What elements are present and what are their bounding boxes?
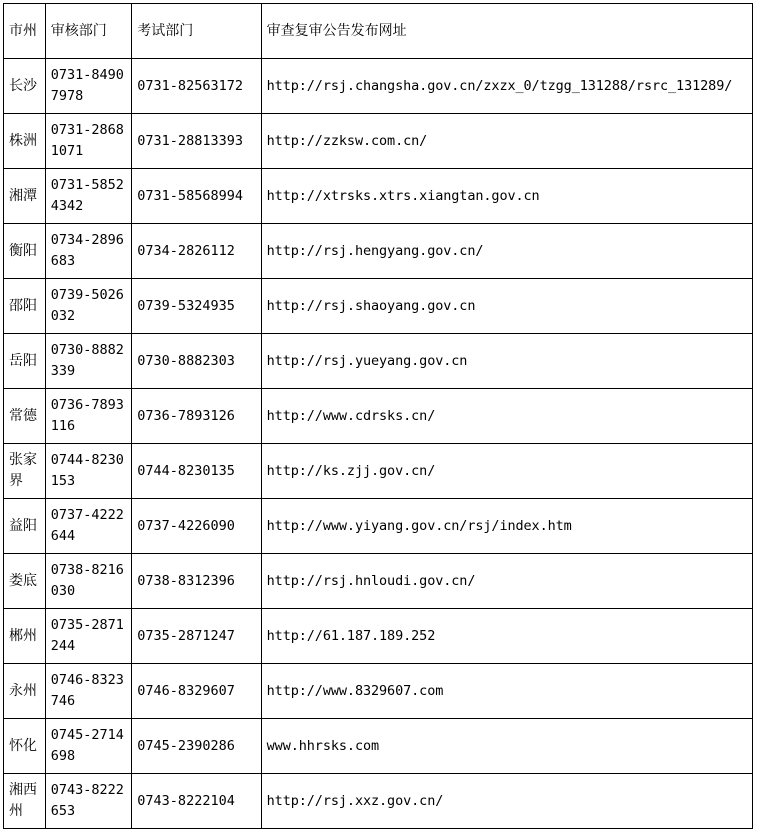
review-phone-cell: [45, 114, 132, 169]
header-url: [261, 4, 752, 59]
table-row: [4, 224, 753, 279]
table-row: [4, 499, 753, 554]
header-url-label: 审查复审公告发布网址: [266, 22, 407, 39]
url-cell[interactable]: [261, 499, 752, 554]
url-cell[interactable]: [261, 444, 752, 499]
review-phone: 0736-7893116: [50, 397, 124, 434]
review-phone: 0731-84907978: [50, 67, 124, 104]
announcement-url[interactable]: www.hhrsks.com: [266, 737, 380, 754]
header-review-dept-label: 审核部门: [50, 22, 107, 39]
exam-phone-cell: [132, 554, 261, 609]
header-exam-dept-label: 考试部门: [137, 22, 194, 39]
announcement-url[interactable]: http://rsj.xxz.gov.cn/: [266, 792, 444, 809]
city-name: 娄底: [9, 572, 37, 589]
review-phone-cell: [45, 334, 132, 389]
city-cell: [4, 389, 46, 444]
city-name: 株洲: [9, 132, 37, 149]
url-cell[interactable]: [261, 389, 752, 444]
table-row: [4, 444, 753, 499]
url-cell[interactable]: [261, 334, 752, 389]
header-review-dept: [45, 4, 132, 59]
exam-phone: 0731-82563172: [137, 77, 243, 94]
review-phone-cell: [45, 719, 132, 774]
url-cell[interactable]: [261, 554, 752, 609]
exam-phone-cell: [132, 444, 261, 499]
header-city-label: 市州: [9, 22, 37, 39]
review-phone: 0744-8230153: [50, 452, 124, 489]
review-phone-cell: [45, 444, 132, 499]
exam-phone: 0746-8329607: [137, 682, 235, 699]
header-exam-dept: [132, 4, 261, 59]
city-cell: [4, 59, 46, 114]
table-row: [4, 279, 753, 334]
announcement-url[interactable]: http://zzksw.com.cn/: [266, 132, 428, 149]
table-row: [4, 554, 753, 609]
announcement-url[interactable]: http://rsj.shaoyang.gov.cn: [266, 297, 476, 314]
review-phone: 0731-58524342: [50, 177, 124, 214]
review-phone: 0739-5026032: [50, 287, 124, 324]
city-cell: [4, 279, 46, 334]
review-phone: 0743-8222653: [50, 782, 124, 819]
review-phone-cell: [45, 59, 132, 114]
exam-phone: 0734-2826112: [137, 242, 235, 259]
exam-phone-cell: [132, 334, 261, 389]
exam-phone-cell: [132, 114, 261, 169]
exam-phone-cell: [132, 59, 261, 114]
exam-phone-cell: [132, 389, 261, 444]
review-phone-cell: [45, 279, 132, 334]
review-phone-cell: [45, 389, 132, 444]
city-cell: [4, 499, 46, 554]
table-row: [4, 114, 753, 169]
review-phone-cell: [45, 609, 132, 664]
city-cell: [4, 114, 46, 169]
review-phone: 0731-28681071: [50, 122, 124, 159]
exam-phone: 0739-5324935: [137, 297, 235, 314]
city-name: 郴州: [9, 627, 37, 644]
exam-phone-cell: [132, 169, 261, 224]
announcement-url[interactable]: http://www.cdrsks.cn/: [266, 407, 436, 424]
exam-phone-cell: [132, 774, 261, 829]
review-phone: 0745-2714698: [50, 727, 124, 764]
exam-phone: 0745-2390286: [137, 737, 235, 754]
city-cell: [4, 444, 46, 499]
url-cell[interactable]: [261, 664, 752, 719]
city-cell: [4, 224, 46, 279]
city-name: 衡阳: [9, 242, 37, 259]
city-name: 怀化: [9, 737, 37, 754]
review-phone-cell: [45, 169, 132, 224]
exam-phone-cell: [132, 719, 261, 774]
exam-phone-cell: [132, 224, 261, 279]
city-name: 永州: [9, 682, 37, 699]
exam-phone: 0735-2871247: [137, 627, 235, 644]
city-cell: [4, 609, 46, 664]
announcement-url[interactable]: http://www.yiyang.gov.cn/rsj/index.htm: [266, 517, 572, 534]
review-phone-cell: [45, 774, 132, 829]
review-phone-cell: [45, 499, 132, 554]
review-phone: 0734-2896683: [50, 232, 124, 269]
city-name: 长沙: [9, 77, 37, 94]
exam-phone: 0730-8882303: [137, 352, 235, 369]
exam-phone-cell: [132, 664, 261, 719]
review-phone: 0746-8323746: [50, 672, 124, 709]
exam-phone: 0738-8312396: [137, 572, 235, 589]
city-cell: [4, 719, 46, 774]
announcement-url[interactable]: http://61.187.189.252: [266, 627, 436, 644]
exam-phone: 0744-8230135: [137, 462, 235, 479]
url-cell[interactable]: [261, 169, 752, 224]
table-row: [4, 169, 753, 224]
header-city: [4, 4, 46, 59]
review-phone: 0738-8216030: [50, 562, 124, 599]
announcement-url[interactable]: http://www.8329607.com: [266, 682, 444, 699]
exam-phone-cell: [132, 609, 261, 664]
table-row: [4, 719, 753, 774]
table-header-row: [4, 4, 753, 59]
city-cell: [4, 334, 46, 389]
announcement-url[interactable]: http://ks.zjj.gov.cn/: [266, 462, 436, 479]
url-cell[interactable]: [261, 224, 752, 279]
exam-phone: 0731-28813393: [137, 132, 243, 149]
city-cell: [4, 774, 46, 829]
announcement-url[interactable]: http://rsj.hengyang.gov.cn/: [266, 242, 484, 259]
city-name: 常德: [9, 407, 37, 424]
review-phone-cell: [45, 554, 132, 609]
url-cell[interactable]: [261, 609, 752, 664]
announcement-url[interactable]: http://xtrsks.xtrs.xiangtan.gov.cn: [266, 187, 540, 204]
table-row: [4, 664, 753, 719]
city-cell: [4, 554, 46, 609]
table-row: [4, 774, 753, 829]
city-name: 益阳: [9, 517, 37, 534]
exam-phone: 0743-8222104: [137, 792, 235, 809]
table-row: [4, 389, 753, 444]
review-phone: 0735-2871244: [50, 617, 124, 654]
contact-table: [3, 3, 753, 829]
city-name: 湘潭: [9, 187, 37, 204]
review-phone: 0730-8882339: [50, 342, 124, 379]
url-cell[interactable]: [261, 279, 752, 334]
exam-phone-cell: [132, 279, 261, 334]
url-cell[interactable]: [261, 59, 752, 114]
announcement-url[interactable]: http://rsj.yueyang.gov.cn: [266, 352, 468, 369]
exam-phone: 0736-7893126: [137, 407, 235, 424]
url-cell[interactable]: [261, 114, 752, 169]
announcement-url[interactable]: http://rsj.changsha.gov.cn/zxzx_0/tzgg_131288/rsrc_131289/: [266, 77, 733, 94]
exam-phone: 0737-4226090: [137, 517, 235, 534]
table-row: [4, 59, 753, 114]
city-name: 张家界: [9, 452, 37, 489]
table-row: [4, 609, 753, 664]
review-phone: 0737-4222644: [50, 507, 124, 544]
exam-phone-cell: [132, 499, 261, 554]
url-cell[interactable]: [261, 774, 752, 829]
city-cell: [4, 664, 46, 719]
url-cell[interactable]: [261, 719, 752, 774]
city-cell: [4, 169, 46, 224]
city-name: 岳阳: [9, 352, 37, 369]
review-phone-cell: [45, 224, 132, 279]
city-name: 湘西州: [9, 782, 37, 819]
announcement-url[interactable]: http://rsj.hnloudi.gov.cn/: [266, 572, 476, 589]
exam-phone: 0731-58568994: [137, 187, 243, 204]
city-name: 邵阳: [9, 297, 37, 314]
table-row: [4, 334, 753, 389]
review-phone-cell: [45, 664, 132, 719]
